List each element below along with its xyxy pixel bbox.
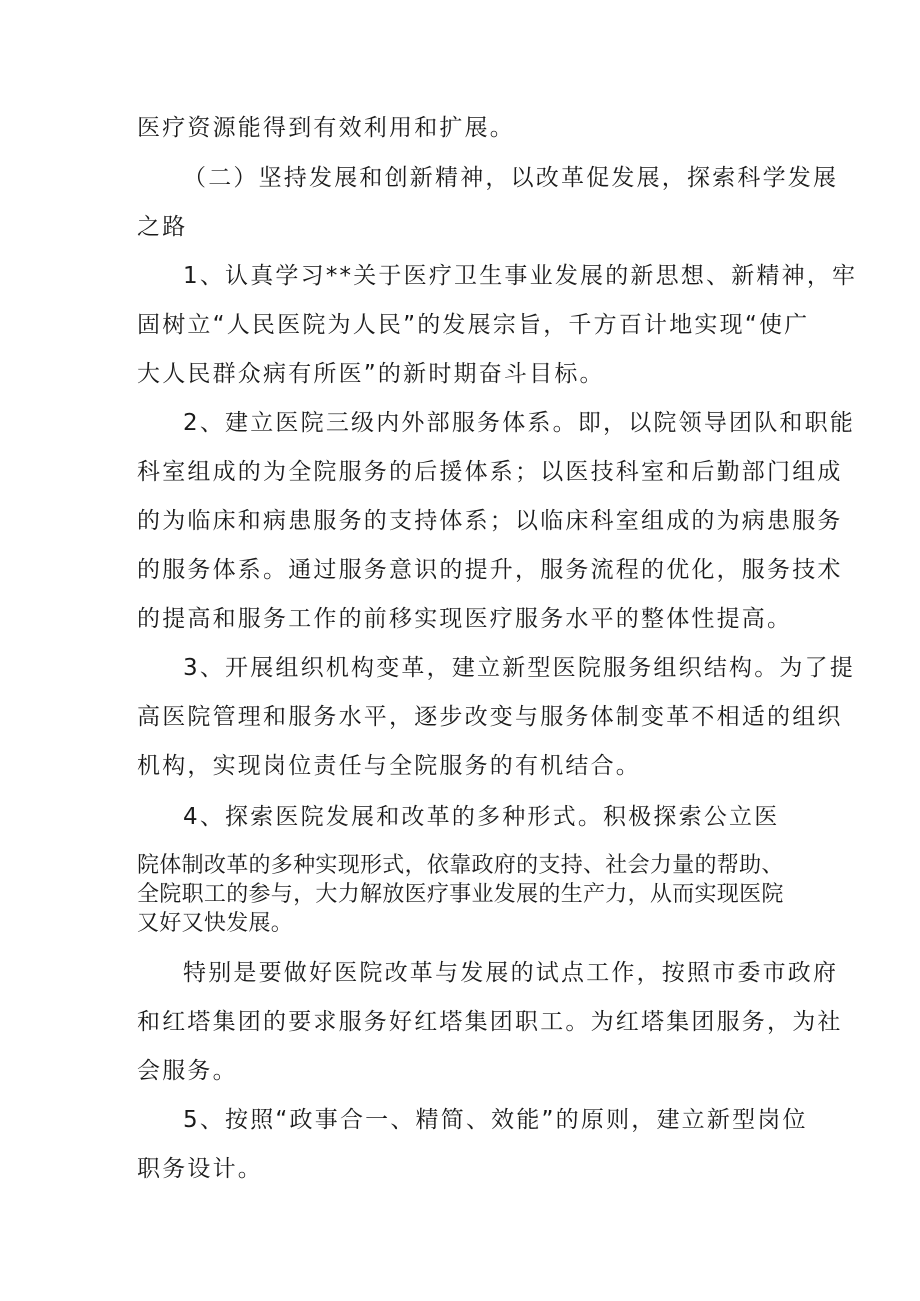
text-line: 又好又快发展。 <box>137 911 294 936</box>
text-line: 的提高和服务工作的前移实现医疗服务水平的整体性提高。 <box>137 606 793 632</box>
text-line: 3、开展组织机构变革，建立新型医院服务组织结构。为了提 <box>183 655 856 681</box>
text-line: 医疗资源能得到有效利用和扩展。 <box>137 115 515 141</box>
text-line: 2、建立医院三级内外部服务体系。即，以院领导团队和职能 <box>183 410 856 436</box>
text-line: 1、认真学习**关于医疗卫生事业发展的新思想、新精神，牢 <box>183 263 858 289</box>
text-line: 的服务体系。通过服务意识的提升，服务流程的优化，服务技术 <box>137 557 843 583</box>
text-line: 全院职工的参与，大力解放医疗事业发展的生产力，从而实现医院 <box>137 882 784 907</box>
text-line: 科室组成的为全院服务的后援体系；以医技科室和后勤部门组成 <box>137 459 843 485</box>
text-line: 特别是要做好医院改革与发展的试点工作，按照市委市政府 <box>183 960 839 986</box>
text-line: 大人民群众病有所医”的新时期奋斗目标。 <box>137 361 605 387</box>
text-line: 高医院管理和服务水平，逐步改变与服务体制变革不相适的组织 <box>137 704 843 730</box>
text-line: 固树立“人民医院为人民”的发展宗旨，千方百计地实现“使广 <box>137 312 810 338</box>
section-heading: （二）坚持发展和创新精神，以改革促发展，探索科学发展 <box>183 165 839 191</box>
text-line: 和红塔集团的要求服务好红塔集团职工。为红塔集团服务，为社 <box>137 1009 843 1035</box>
text-line: 会服务。 <box>137 1058 238 1084</box>
text-line: 5、按照“政事合一、精简、效能”的原则，建立新型岗位 <box>183 1107 808 1133</box>
text-line: 4、探索医院发展和改革的多种形式。积极探索公立医 <box>183 804 780 830</box>
text-line: 职务设计。 <box>137 1156 263 1182</box>
text-line: 院体制改革的多种实现形式，依靠政府的支持、社会力量的帮助、 <box>137 853 784 878</box>
text-line: 的为临床和病患服务的支持体系；以临床科室组成的为病患服务 <box>137 508 843 534</box>
text-line: 机构，实现岗位责任与全院服务的有机结合。 <box>137 753 641 779</box>
section-heading-continued: 之路 <box>137 214 188 240</box>
